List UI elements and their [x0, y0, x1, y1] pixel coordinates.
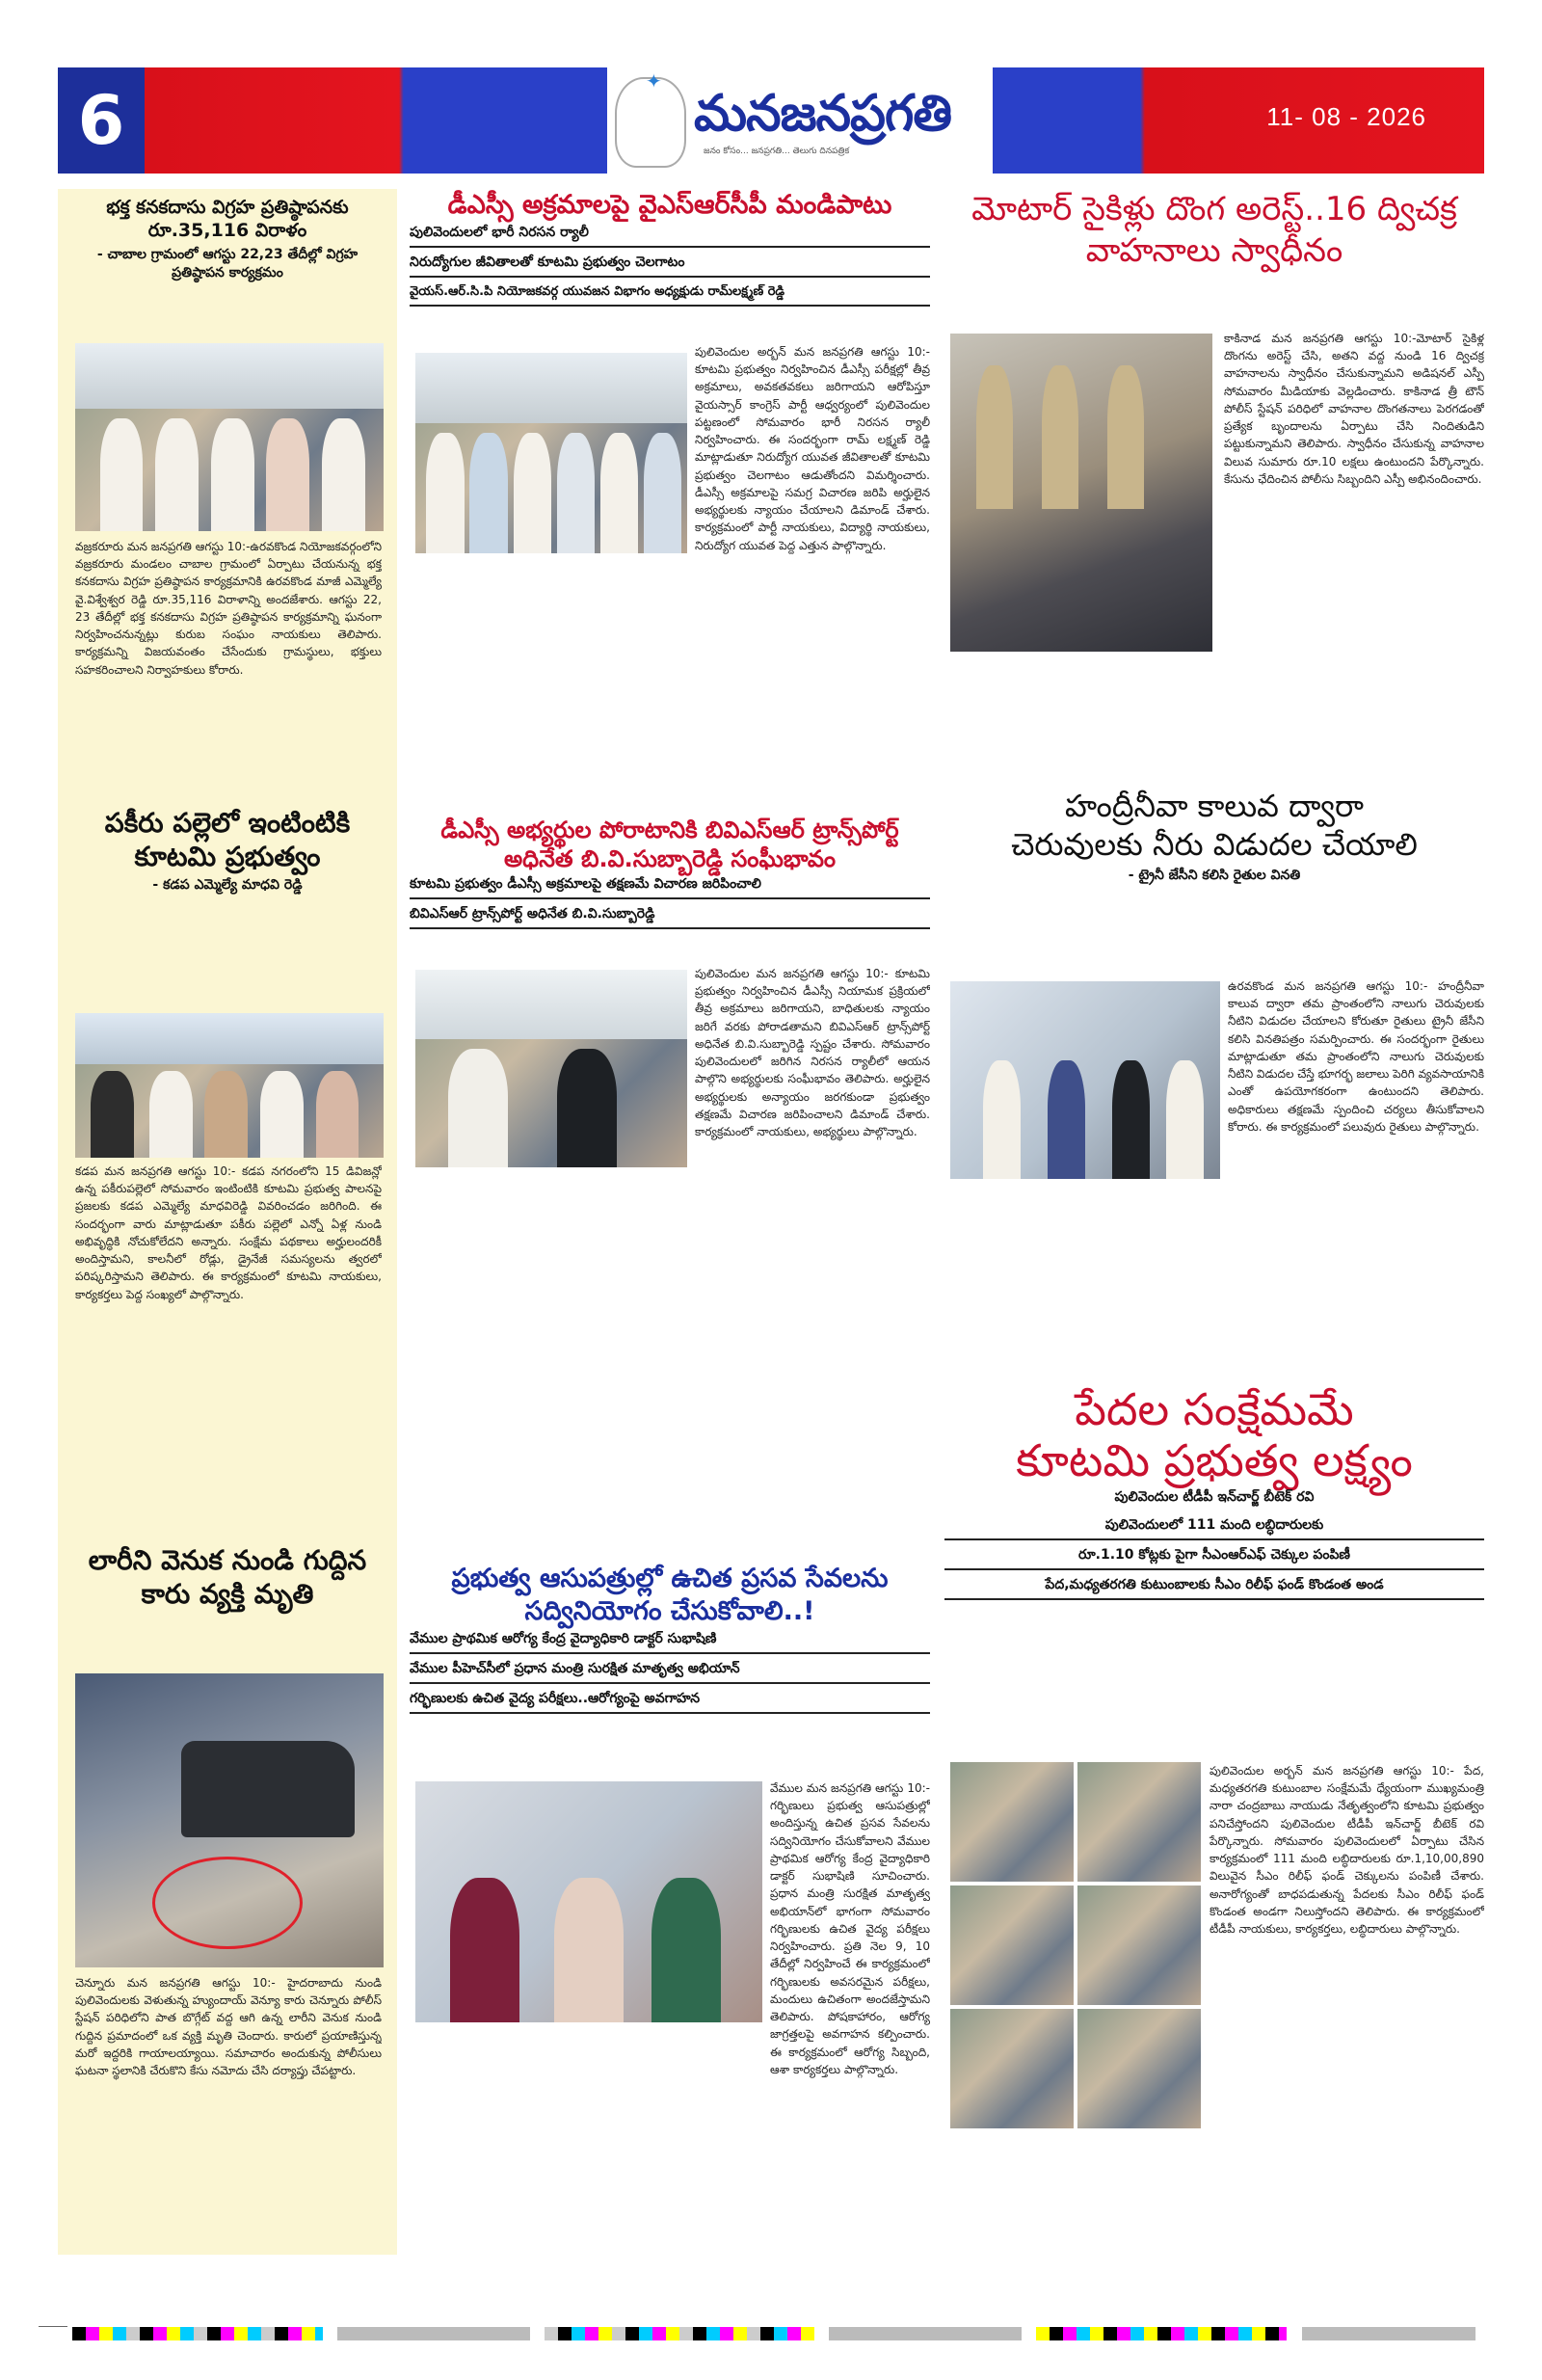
article-headline: డీఎస్సీ అభ్యర్థుల పోరాటానికి బివిఎస్ఆర్ ట్రాన్స్‌పోర్ట్ అధినేత బి.వి.సుబ్బారెడ్డి సంఘీభావం	[440, 816, 899, 872]
article-body: పులివెందుల అర్బన్ మన జనప్రగతి ఆగస్టు 10:- పేద, మధ్యతరగతి కుటుంబాల సంక్షేమమే ధ్యేయంగా ముఖ్యమంత్రి నారా చంద్రబాబు నాయుడు నేతృత్వంలోని కూటమి ప్రభుత్వం పనిచేస్తోందని పులివెందుల టీడీపీ ఇన్‌చార్జ్ బీటెక్ రవి పేర్కొన్నారు. సోమవారం పులివెందులలో ఏర్పాటు చేసిన కార్యక్రమంలో 111 మంది లబ్ధిదారులకు రూ.1,10,00,890 విలువైన సీఎం రిలీఫ్ ఫండ్ చెక్కులను పంపిణీ చేశారు. అనారోగ్యంతో బాధపడుతున్న పేదలకు సీఎం రిలీఫ్ ఫండ్ కొండంత అండగా నిలుస్తోందని తెలిపారు. ఈ కార్యక్రమంలో టీడీపీ నాయకులు, కార్యకర్తలు, లబ్ధిదారులు పాల్గొన్నారు.	[1210, 1764, 1484, 1937]
page-number: 6	[58, 67, 145, 174]
middle-column	[410, 189, 930, 2261]
masthead-left-band	[145, 67, 607, 174]
masthead	[58, 67, 1484, 174]
article-kicker: పులివెందులలో 111 మంది లబ్ధిదారులకు	[944, 1514, 1484, 1540]
article-body: కడప మన జనప్రగతి ఆగస్టు 10:- కడప నగరంలోని 15 డివిజన్లో ఉన్న పకీరుపల్లెలో సోమవారం ఇంటింటికి కూటమి ప్రభుత్వ పాలనపై ప్రజలకు కడప ఎమ్మెల్యే మాధవిరెడ్డి వివరించడం జరిగింది. ఈ సందర్భంగా వారు మాట్లాడుతూ పకీరు పల్లెలో ఎన్నో ఏళ్ల నుండి అభివృద్ధికి నోచుకోలేదని అన్నారు. సంక్షేమ పథకాలు అర్హులందరికీ అందిస్తామని, కాలనీలో రోడ్లు, డ్రైనేజీ సమస్యలను త్వరలో పరిష్కరిస్తామని తెలిపారు. ఈ కార్యక్రమంలో కూటమి నాయకులు, కార్యకర్తలు పెద్ద సంఖ్యలో పాల్గొన్నారు.	[75, 1164, 382, 1301]
article-headline: ప్రభుత్వ ఆసుపత్రుల్లో ఉచిత ప్రసవ సేవలను సద్వినియోగం చేసుకోవాలి..!	[451, 1564, 889, 1626]
article-kicker: వేముల ప్రాథమిక ఆరోగ్య కేంద్ర వైద్యాధికారి డాక్టర్ సుభాషిణి	[410, 1628, 930, 1654]
left-column	[58, 189, 397, 2255]
print-registration-strip	[39, 2323, 1503, 2342]
article-headline: పకీరు పల్లెలో ఇంటింటికి కూటమి ప్రభుత్వం	[104, 807, 351, 872]
article-kicker: కూటమి ప్రభుత్వం డీఎస్సీ అక్రమాలపై తక్షణమే విచారణ జరిపించాలి	[410, 873, 930, 899]
article-kicker: వైయస్.ఆర్.సి.పి నియోజకవర్గ యువజన విభాగం అధ్యక్షుడు రామ్‌లక్ష్మణ్ రెడ్డి	[410, 281, 930, 307]
article-headline: చెరువులకు నీరు విడుదల చేయాలి	[1011, 826, 1418, 863]
logo-bird-icon: ✦	[646, 69, 662, 93]
car-shape	[181, 1741, 355, 1837]
article-headline: డీఎస్సీ అక్రమాలపై వైఎస్ఆర్‌సీపీ మండిపాటు	[447, 190, 892, 220]
highlight-circle	[152, 1857, 303, 1949]
article-kicker: పేద,మధ్యతరగతి కుటుంబాలకు సీఎం రిలీఫ్ ఫండ్ కొండంత అండ	[944, 1574, 1484, 1600]
article-headline: మోటార్ సైకిళ్లు దొంగ అరెస్ట్..16 ద్విచక్ర వాహనాలు స్వాధీనం	[971, 190, 1457, 270]
newspaper-tagline: జనం కోసం... జనప్రగతి... తెలుగు దినపత్రిక	[704, 147, 850, 156]
article-headline: కూటమి ప్రభుత్వ లక్ష్యం	[1016, 1433, 1413, 1486]
article-photo	[75, 343, 384, 531]
article-kicker: బివిఎస్ఆర్ ట్రాన్స్‌పోర్ట్ అధినేత బి.వి.సుబ్బారెడ్డి	[410, 903, 930, 929]
article-body: ఉరవకొండ మన జనప్రగతి ఆగస్టు 10:- హంద్రీనీవా కాలువ ద్వారా తమ ప్రాంతంలోని నాలుగు చెరువులకు నీటిని విడుదల చేయాలని కోరుతూ రైతులు ట్రైనీ జేసీని కలిసి వినతిపత్రం సమర్పించారు. ఈ సందర్భంగా రైతులు మాట్లాడుతూ తమ ప్రాంతంలోని నాలుగు చెరువులకు నీటిని విడుదల చేస్తే భూగర్భ జలాలు పెరిగి వ్యవసాయానికి ఎంతో ఉపయోగకరంగా ఉంటుందని తెలిపారు. అధికారులు తక్షణమే స్పందించి చర్యలు తీసుకోవాలని కోరారు. ఈ కార్యక్రమంలో పలువురు రైతులు పాల్గొన్నారు.	[1228, 979, 1484, 1134]
newspaper-name: మనజనప్రగతి	[694, 85, 951, 143]
article-headline: లారీని వెనుక నుండి గుద్దిన కారు వ్యక్తి మృతి	[88, 1544, 367, 1610]
article-body: పులివెందుల మన జనప్రగతి ఆగస్టు 10:- కూటమి ప్రభుత్వం నిర్వహించిన డీఎస్సీ నియామక ప్రక్రియలో తీవ్ర అక్రమాలు జరిగాయని, బాధితులకు న్యాయం జరిగే వరకు పోరాడతామని బివిఎస్ఆర్ ట్రాన్స్‌పోర్ట్ అధినేత బి.వి.సుబ్బారెడ్డి స్పష్టం చేశారు. సోమవారం పులివెందులలో జరిగిన నిరసన ర్యాలీలో ఆయన పాల్గొని అభ్యర్థులకు సంఘీభావం తెలిపారు. అర్హులైన అభ్యర్థులకు అన్యాయం జరగకుండా ప్రభుత్వం తక్షణమే విచారణ జరిపించాలని డిమాండ్ చేశారు. కార్యక్రమంలో నాయకులు, అభ్యర్థులు పాల్గొన్నారు.	[695, 967, 930, 1139]
article-kicker: పులివెందుల టీడీపీ ఇన్‌చార్జ్ బీటెక్ రవి	[1114, 1488, 1315, 1505]
article-kicker: పులివెందులలో భారీ నిరసన ర్యాలీ	[410, 222, 930, 248]
article-subheadline: - ట్రైనీ జేసీని కలిసి రైతుల వినతి	[1128, 868, 1301, 883]
article-body: చెన్నూరు మన జనప్రగతి ఆగస్టు 10:- హైదరాబాదు నుండి పులివెందులకు వెళుతున్న హ్యుందాయ్ వెన్యూ కారు చెన్నూరు పోలీస్ స్టేషన్ పరిధిలోని పాత బొగ్గేట్ వద్ద ఆగి ఉన్న లారీని వెనుక నుండి గుద్దిన ప్రమాదంలో ఒక వ్యక్తి మృతి చెందారు. కారులో ప్రయాణిస్తున్న మరో ఇద్దరికి గాయాలయ్యాయి. సమాచారం అందుకున్న పోలీసులు ఘటనా స్థలానికి చేరుకొని కేసు నమోదు చేసి దర్యాప్తు చేపట్టారు.	[75, 1976, 382, 2078]
issue-date: 11- 08 - 2026	[1266, 102, 1426, 131]
article-body: పులివెందుల అర్బన్ మన జనప్రగతి ఆగస్టు 10:-కూటమి ప్రభుత్వం నిర్వహించిన డీఎస్సీ పరీక్షల్లో తీవ్ర అక్రమాలు, అవకతవకలు జరిగాయని ఆరోపిస్తూ వైయస్సార్ కాంగ్రెస్ పార్టీ ఆధ్వర్యంలో పులివెందుల పట్టణంలో సోమవారం భారీ నిరసన ర్యాలీ నిర్వహించారు. ఈ సందర్భంగా రామ్ లక్ష్మణ్ రెడ్డి మాట్లాడుతూ నిరుద్యోగ యువత జీవితాలతో కూటమి ప్రభుత్వం చెలగాటం ఆడుతోందని విమర్శించారు. డీఎస్సీ అక్రమాలపై సమగ్ర విచారణ జరిపి అర్హులైన అభ్యర్థులకు న్యాయం చేయాలని డిమాండ్ చేశారు. కార్యక్రమంలో పార్టీ నాయకులు, విద్యార్థి నాయకులు, నిరుద్యోగ యువత పెద్ద ఎత్తున పాల్గొన్నారు.	[695, 345, 930, 552]
article-headline: భక్త కనకదాసు విగ్రహ ప్రతిష్ఠాపనకు రూ.35,116 విరాళం	[106, 197, 349, 241]
right-column	[944, 189, 1484, 2261]
article-body: కాకినాడ మన జనప్రగతి ఆగస్టు 10:-మోటార్ సైకిళ్ల దొంగను అరెస్ట్ చేసి, అతని వద్ద నుండి 16 ద్విచక్ర వాహనాలను స్వాధీనం చేసుకున్నామని అడిషనల్ ఎస్పీ సోమవారం మీడియాకు వెల్లడించారు. కాకినాడ త్రీ టౌన్ పోలీస్ స్టేషన్ పరిధిలో వాహనాల దొంగతనాలు పెరగడంతో ప్రత్యేక బృందాలను ఏర్పాటు చేసి నిందితుడిని పట్టుకున్నామని తెలిపారు. స్వాధీనం చేసుకున్న వాహనాల విలువ సుమారు రూ.10 లక్షలు ఉంటుందని పేర్కొన్నారు. కేసును ఛేదించిన పోలీసు సిబ్బందిని ఎస్పీ అభినందించారు.	[1224, 332, 1484, 486]
article-kicker: నిరుద్యోగుల జీవితాలతో కూటమి ప్రభుత్వం చెలగాటం	[410, 252, 930, 278]
article-kicker: రూ.1.10 కోట్లకు పైగా సీఎంఆర్ఎఫ్ చెక్కుల పంపిణీ	[944, 1544, 1484, 1570]
accident-photo	[75, 1673, 384, 1967]
article-body: వజ్రకరూరు మన జనప్రగతి ఆగస్టు 10:-ఉరవకొండ నియోజకవర్గంలోని వజ్రకరూరు మండలం చాబాల గ్రామంలో ఏర్పాటు చేయనున్న భక్త కనకదాసు విగ్రహ ప్రతిష్ఠాపన కార్యక్రమానికి ఉరవకొండ మాజీ ఎమ్మెల్యే వై.విశ్వేశ్వర రెడ్డి రూ.35,116 విరాళాన్ని అందజేశారు. ఆగస్టు 22, 23 తేదీల్లో భక్త కనకదాసు విగ్రహ ప్రతిష్ఠాపన కార్యక్రమాన్ని ఘనంగా నిర్వహించనున్నట్లు కురుబ సంఘం నాయకులు తెలిపారు. కార్యక్రమన్ని విజయవంతం చేసేందుకు గ్రామస్థులు, భక్తులు సహకరించాలని నిర్వాహకులు కోరారు.	[75, 540, 382, 677]
article-subheadline: - చాబాల గ్రామంలో ఆగస్టు 22,23 తేదీల్లో విగ్రహ ప్రతిష్ఠాపన కార్యక్రమం	[96, 246, 359, 281]
masthead-right-band	[993, 67, 1484, 174]
article-body: వేముల మన జనప్రగతి ఆగస్టు 10:-గర్భిణులు ప్రభుత్వ ఆసుపత్రుల్లో అందిస్తున్న ఉచిత ప్రసవ సేవలను సద్వినియోగం చేసుకోవాలని వేముల ప్రాథమిక ఆరోగ్య కేంద్ర వైద్యాధికారి డాక్టర్ సుభాషిణి సూచించారు. ప్రధాన మంత్రి సురక్షిత మాతృత్వ అభియాన్‌లో భాగంగా సోమవారం గర్భిణులకు ఉచిత వైద్య పరీక్షలు నిర్వహించారు. ప్రతి నెల 9, 10 తేదీల్లో నిర్వహించే ఈ కార్యక్రమంలో గర్భిణులకు అవసరమైన పరీక్షలు, మందులు ఉచితంగా అందజేస్తామని తెలిపారు. పోషకాహారం, ఆరోగ్య జాగ్రత్తలపై అవగాహన కల్పించారు. ఈ కార్యక్రమంలో ఆరోగ్య సిబ్బంది, ఆశా కార్యకర్తలు పాల్గొన్నారు.	[770, 1781, 930, 2076]
newspaper-logo	[607, 67, 993, 174]
article-headline: పేదల సంక్షేమమే	[1075, 1383, 1354, 1435]
article-photo	[75, 1013, 384, 1158]
article-subheadline: - కడప ఎమ్మెల్యే మాధవి రెడ్డి	[152, 877, 303, 893]
article-headline: హంద్రీనీవా కాలువ ద్వారా	[1064, 788, 1365, 824]
article-kicker: వేముల పీహెచ్‌సీలో ప్రధాన మంత్రి సురక్షిత మాతృత్వ అభియాన్	[410, 1658, 930, 1684]
article-kicker: గర్భిణులకు ఉచిత వైద్య పరీక్షలు..ఆరోగ్యంపై అవగాహన	[410, 1688, 930, 1714]
